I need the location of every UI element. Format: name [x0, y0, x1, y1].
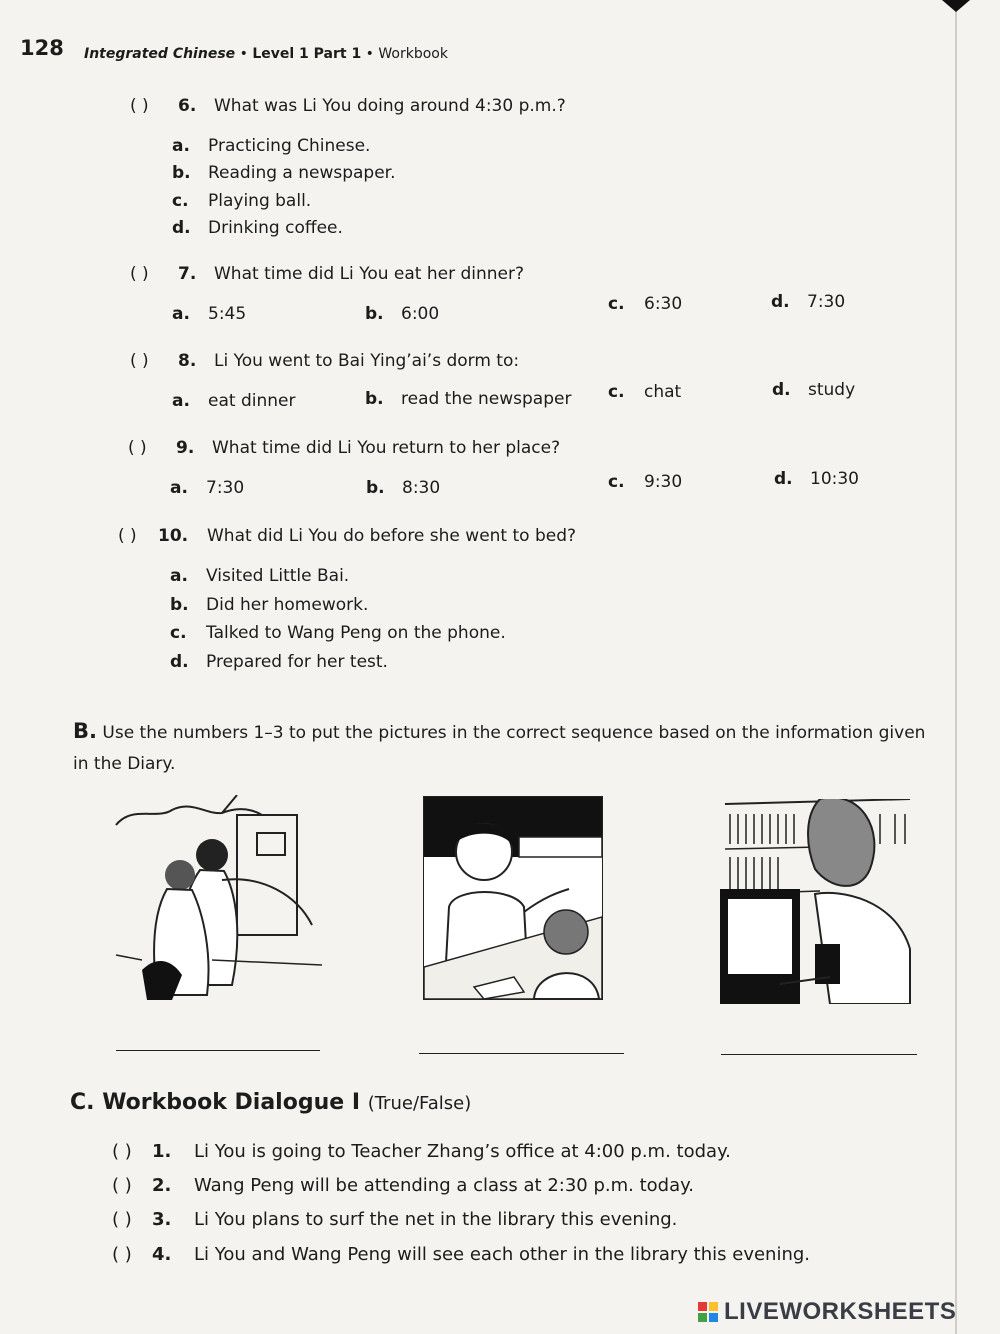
- question-number: 6.: [178, 96, 197, 116]
- logo-block: [698, 1313, 707, 1322]
- option-text: 6:30: [644, 294, 683, 314]
- question-text: What time did Li You eat her dinner?: [214, 264, 525, 284]
- question-9: [128, 438, 560, 458]
- question-number: 10.: [158, 526, 189, 546]
- option-text: Visited Little Bai.: [206, 566, 350, 586]
- question-text: Li You went to Bai Ying’ai’s dorm to:: [214, 351, 520, 371]
- option-letter: b.: [172, 163, 191, 183]
- question-6: [130, 96, 566, 116]
- book-title: Integrated Chinese: [84, 46, 236, 62]
- option-c: [608, 382, 681, 402]
- option-text: Playing ball.: [208, 191, 312, 211]
- option-letter: b.: [366, 478, 385, 498]
- option-text: 8:30: [402, 478, 441, 498]
- corner-marker: [942, 0, 970, 12]
- option-a: [170, 566, 349, 586]
- option-c: [170, 623, 506, 643]
- question-text: What was Li You doing around 4:30 p.m.?: [214, 96, 566, 116]
- option-d: [172, 218, 343, 238]
- option-d: [771, 292, 845, 312]
- item-number: 4.: [152, 1244, 172, 1265]
- answer-blank[interactable]: ( ): [118, 526, 137, 546]
- option-d: [170, 652, 388, 672]
- option-letter: d.: [771, 292, 790, 312]
- option-letter: a.: [170, 566, 188, 586]
- option-b: [365, 304, 439, 324]
- option-d: [772, 380, 855, 400]
- section-c-title: Workbook Dialogue I: [102, 1090, 361, 1115]
- option-letter: c.: [608, 382, 625, 402]
- sequence-answer-line-1[interactable]: [116, 1050, 320, 1051]
- option-letter: a.: [172, 136, 190, 156]
- answer-blank[interactable]: ( ): [128, 438, 147, 458]
- answer-blank[interactable]: ( ): [130, 96, 149, 116]
- sequence-answer-line-3[interactable]: [721, 1054, 917, 1055]
- option-letter: a.: [170, 478, 188, 498]
- option-text: study: [808, 380, 856, 400]
- option-text: Drinking coffee.: [208, 218, 343, 238]
- section-b-instructions: [73, 716, 933, 780]
- item-text: Li You plans to surf the net in the library this evening.: [194, 1209, 678, 1230]
- option-a: [172, 304, 246, 324]
- option-c: [172, 191, 311, 211]
- question-8: [130, 351, 519, 371]
- liveworksheets-logo: [698, 1298, 956, 1326]
- option-letter: d.: [774, 469, 793, 489]
- logo-block: [709, 1302, 718, 1311]
- sequence-answer-line-2[interactable]: [419, 1053, 624, 1054]
- option-text: Did her homework.: [206, 595, 369, 615]
- logo-block: [709, 1313, 718, 1322]
- question-number: 8.: [178, 351, 197, 371]
- question-number: 9.: [176, 438, 195, 458]
- item-text: Li You is going to Teacher Zhang’s office at 4:00 p.m. today.: [194, 1141, 731, 1162]
- option-letter: c.: [608, 294, 625, 314]
- answer-blank[interactable]: ( ): [112, 1141, 132, 1162]
- question-10: [118, 526, 576, 546]
- option-a: [172, 136, 370, 156]
- option-text: Practicing Chinese.: [208, 136, 371, 156]
- book-level: Level 1 Part 1: [252, 46, 362, 62]
- option-text: 7:30: [807, 292, 846, 312]
- tf-item-4: [112, 1244, 810, 1265]
- option-letter: d.: [772, 380, 791, 400]
- option-b: [365, 389, 571, 409]
- option-text: chat: [644, 382, 682, 402]
- option-text: 7:30: [206, 478, 245, 498]
- header-bullet: •: [239, 46, 248, 62]
- option-text: read the newspaper: [401, 389, 572, 409]
- option-c: [608, 294, 682, 314]
- item-text: Li You and Wang Peng will see each other in the library this evening.: [194, 1244, 811, 1265]
- answer-blank[interactable]: ( ): [112, 1209, 132, 1230]
- page-number: 128: [20, 36, 64, 60]
- answer-blank[interactable]: ( ): [130, 264, 149, 284]
- option-letter: b.: [365, 304, 384, 324]
- section-c-subtitle: (True/False): [367, 1093, 472, 1114]
- option-b: [170, 595, 368, 615]
- option-a: [172, 391, 295, 411]
- option-b: [366, 478, 440, 498]
- option-c: [608, 472, 682, 492]
- page-edge: [955, 0, 957, 1334]
- option-letter: d.: [172, 218, 191, 238]
- option-text: Reading a newspaper.: [208, 163, 396, 183]
- option-letter: b.: [170, 595, 189, 615]
- option-text: 6:00: [401, 304, 440, 324]
- picture-teacher-classroom: [423, 796, 603, 1000]
- option-letter: a.: [172, 391, 190, 411]
- option-letter: b.: [365, 389, 384, 409]
- question-7: [130, 264, 524, 284]
- option-letter: d.: [170, 652, 189, 672]
- section-label: C.: [70, 1090, 95, 1115]
- option-text: 5:45: [208, 304, 247, 324]
- option-text: eat dinner: [208, 391, 296, 411]
- item-number: 1.: [152, 1141, 172, 1162]
- logo-block: [698, 1302, 707, 1311]
- option-a: [170, 478, 244, 498]
- logo-blocks-icon: [698, 1302, 718, 1322]
- option-d: [774, 469, 859, 489]
- item-text: Wang Peng will be attending a class at 2:30 p.m. today.: [194, 1175, 694, 1196]
- option-text: 9:30: [644, 472, 683, 492]
- option-letter: c.: [608, 472, 625, 492]
- option-text: Talked to Wang Peng on the phone.: [206, 623, 506, 643]
- option-text: 10:30: [810, 469, 859, 489]
- running-header: [84, 46, 448, 62]
- picture-library-laptop: [720, 799, 915, 1004]
- option-text: Prepared for her test.: [206, 652, 388, 672]
- section-b-text: Use the numbers 1–3 to put the pictures in the correct sequence based on the information given in the Diary.: [73, 723, 926, 774]
- option-b: [172, 163, 396, 183]
- section-label: B.: [73, 719, 97, 743]
- picture-friends-walking: [112, 795, 324, 1000]
- answer-blank[interactable]: ( ): [112, 1175, 132, 1196]
- question-text: What did Li You do before she went to bed?: [207, 526, 577, 546]
- option-letter: a.: [172, 304, 190, 324]
- tf-item-3: [112, 1209, 677, 1230]
- section-c-heading: [70, 1090, 471, 1115]
- logo-text: LIVEWORKSHEETS: [724, 1298, 957, 1325]
- item-number: 3.: [152, 1209, 172, 1230]
- question-text: What time did Li You return to her place?: [212, 438, 561, 458]
- tf-item-2: [112, 1175, 694, 1196]
- option-letter: c.: [170, 623, 187, 643]
- option-letter: c.: [172, 191, 189, 211]
- tf-item-1: [112, 1141, 731, 1162]
- header-bullet: •: [365, 46, 374, 62]
- answer-blank[interactable]: ( ): [112, 1244, 132, 1265]
- book-type: Workbook: [378, 46, 448, 62]
- question-number: 7.: [178, 264, 197, 284]
- item-number: 2.: [152, 1175, 172, 1196]
- answer-blank[interactable]: ( ): [130, 351, 149, 371]
